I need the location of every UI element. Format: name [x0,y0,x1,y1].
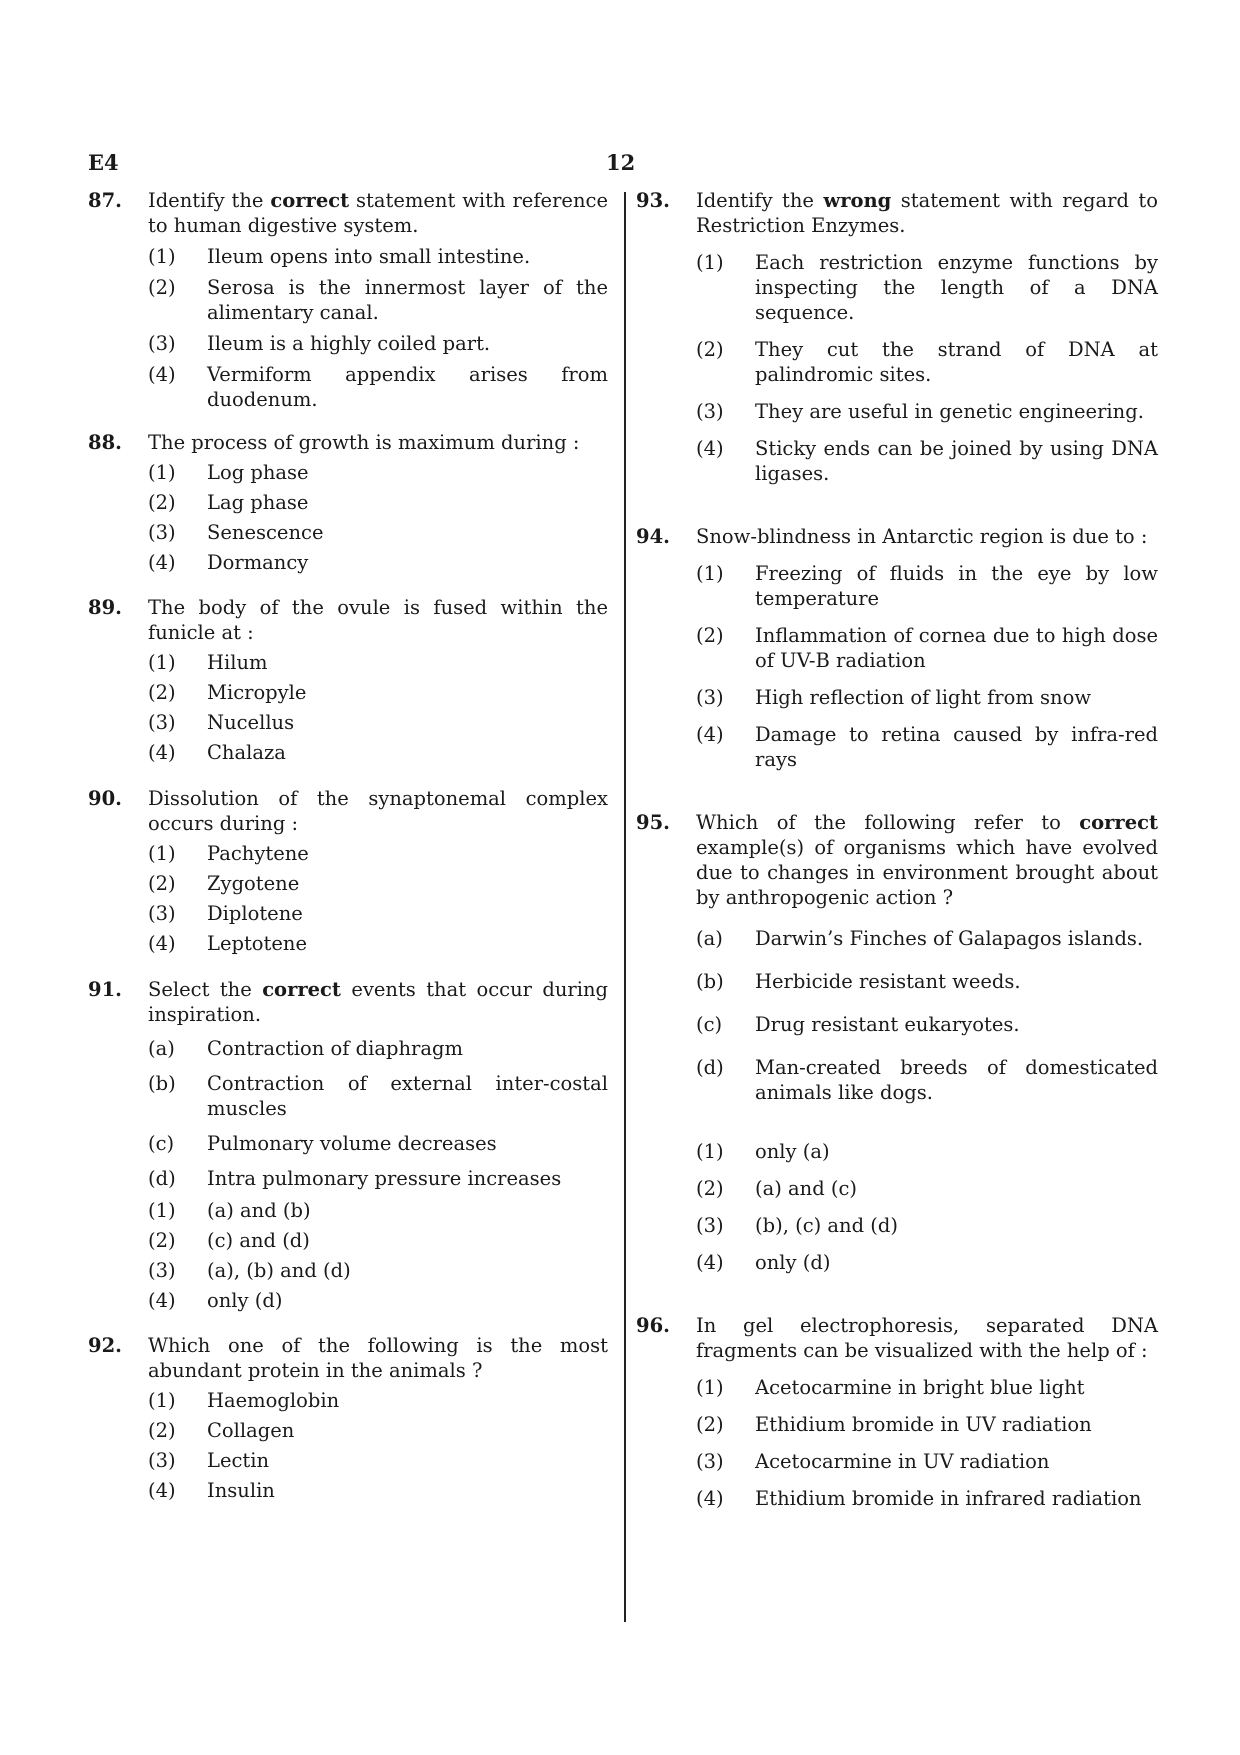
option-text: Lag phase [207,491,309,514]
option-label: (2) [696,624,724,647]
option-text: Collagen [207,1419,295,1442]
option-text: Dormancy [207,551,309,574]
option-label: (2) [148,1229,176,1252]
option-text: Acetocarmine in bright blue light [755,1376,1085,1399]
left-column [88,188,608,1503]
option-text: Ethidium bromide in infrared radiation [755,1487,1142,1510]
option-text: (a) and (b) [207,1199,311,1222]
stem-text: Identify the [696,189,824,212]
stem-text: example(s) of organisms which have evolved due to changes in environment brought about by anthropogenic action ? [696,836,1158,909]
option-row [148,460,608,485]
question-body [148,1333,608,1503]
option-text: only (d) [755,1251,831,1274]
option-text: Chalaza [207,741,286,764]
question-stem [696,188,1158,238]
option-text: Nucellus [207,711,295,734]
option-row [696,1139,1158,1164]
question-90 [88,786,608,956]
option-row [696,722,1158,772]
option-row [696,1449,1158,1474]
option-text: Serosa is the innermost layer of the alimentary canal. [207,276,608,324]
option-label: (3) [696,1214,724,1237]
option-row [696,1213,1158,1238]
question-94 [636,524,1158,772]
statement-text: Pulmonary volume decreases [207,1132,497,1155]
question-88 [88,430,608,575]
option-label: (1) [696,1376,724,1399]
option-row [148,740,608,765]
option-row [696,250,1158,325]
option-row [696,561,1158,611]
statement-row [148,1071,608,1121]
option-row [148,650,608,675]
statement-label: (b) [148,1072,176,1095]
question-number: 89. [88,596,122,619]
option-text: Ileum is a highly coiled part. [207,332,491,355]
option-label: (1) [148,842,176,865]
question-stem [148,595,608,645]
statement-text: Drug resistant eukaryotes. [755,1013,1020,1036]
option-label: (3) [148,1449,176,1472]
option-label: (4) [148,363,176,386]
statement-label: (a) [148,1037,175,1060]
question-body [696,810,1158,1275]
question-number: 90. [88,787,122,810]
option-label: (4) [696,1251,724,1274]
statement-label: (c) [696,1013,723,1036]
option-label: (2) [148,872,176,895]
option-text: only (a) [755,1140,830,1163]
option-label: (2) [696,1413,724,1436]
statement-text: Herbicide resistant weeds. [755,970,1021,993]
option-label: (3) [696,1450,724,1473]
statement-text: Intra pulmonary pressure increases [207,1167,562,1190]
option-text: Diplotene [207,902,303,925]
option-text: Zygotene [207,872,300,895]
option-text: only (d) [207,1289,283,1312]
option-label: (3) [148,902,176,925]
option-text: Acetocarmine in UV radiation [755,1450,1050,1473]
option-label: (1) [696,562,724,585]
option-row [148,1228,608,1253]
question-body [696,188,1158,486]
right-column [636,188,1158,1511]
option-text: They cut the strand of DNA at palindromic sites. [755,338,1158,386]
option-row [148,841,608,866]
option-row [148,362,608,412]
question-stem [696,1313,1158,1363]
question-93 [636,188,1158,486]
option-row [148,1418,608,1443]
question-stem [148,1333,608,1383]
option-row [696,685,1158,710]
statement-row [148,1166,608,1191]
option-label: (1) [696,1140,724,1163]
question-95 [636,810,1158,1275]
question-96 [636,1313,1158,1511]
statement-text: Contraction of diaphragm [207,1037,463,1060]
option-row [148,1198,608,1223]
option-label: (4) [696,723,724,746]
option-row [148,1288,608,1313]
option-row [696,1486,1158,1511]
option-text: Insulin [207,1479,275,1502]
question-92 [88,1333,608,1503]
statement-text: Man-created breeds of domesticated animals like dogs. [755,1056,1158,1104]
option-row [148,1448,608,1473]
option-text: Hilum [207,651,268,674]
question-body [148,786,608,956]
stem-text: The process of growth is maximum during : [148,431,580,454]
question-stem [696,524,1158,549]
option-row [696,623,1158,673]
option-label: (3) [696,686,724,709]
option-label: (3) [148,711,176,734]
option-label: (3) [148,1259,176,1282]
option-text: Sticky ends can be joined by using DNA ligases. [755,437,1158,485]
option-label: (1) [696,251,724,274]
option-row [148,550,608,575]
column-divider [624,192,626,1622]
option-text: (a) and (c) [755,1177,858,1200]
option-text: Log phase [207,461,309,484]
stem-emphasis: correct [262,978,341,1001]
option-label: (2) [696,338,724,361]
option-row [148,931,608,956]
stem-emphasis: correct [270,189,350,212]
option-label: (2) [148,276,176,299]
option-text: High reflection of light from snow [755,686,1092,709]
question-body [696,524,1158,772]
statement-label: (d) [148,1167,176,1190]
question-body [148,430,608,575]
option-label: (3) [148,332,176,355]
option-row [696,1375,1158,1400]
option-label: (3) [696,400,724,423]
option-row [148,331,608,356]
question-87 [88,188,608,412]
question-stem [148,430,608,455]
stem-text: Select the [148,978,263,1001]
option-label: (1) [148,1199,176,1222]
question-stem [696,810,1158,910]
option-row [148,244,608,269]
statement-label: (d) [696,1056,724,1079]
option-label: (4) [148,932,176,955]
question-body [148,188,608,412]
option-row [148,710,608,735]
option-label: (2) [148,1419,176,1442]
option-row [696,1176,1158,1201]
stem-text: In gel electrophoresis, separated DNA fragments can be visualized with the help of : [696,1314,1158,1362]
stem-text: Which of the following refer to [696,811,1080,834]
statement-label: (c) [148,1132,175,1155]
question-number: 88. [88,431,122,454]
statement-row [696,969,1158,994]
option-row [148,520,608,545]
option-label: (1) [148,245,176,268]
question-stem [148,188,608,238]
option-row [148,680,608,705]
option-label: (4) [148,1289,176,1312]
question-number: 96. [636,1314,670,1337]
statement-row [696,1012,1158,1037]
option-label: (2) [148,681,176,704]
option-text: Senescence [207,521,324,544]
question-number: 87. [88,189,122,212]
option-label: (2) [696,1177,724,1200]
option-label: (1) [148,651,176,674]
option-text: Ethidium bromide in UV radiation [755,1413,1092,1436]
option-label: (1) [148,461,176,484]
option-row [148,1388,608,1413]
option-text: They are useful in genetic engineering. [755,400,1144,423]
option-label: (4) [148,741,176,764]
stem-text: statement with regard to Restriction Enzymes. [696,189,1158,237]
paper-code: E4 [88,150,119,175]
stem-text: Snow-blindness in Antarctic region is due to : [696,525,1148,548]
statement-row [696,926,1158,951]
statement-label: (b) [696,970,724,993]
option-text: Lectin [207,1449,270,1472]
statement-row [148,1131,608,1156]
stem-text: events that occur during inspiration. [148,978,608,1026]
option-text: (b), (c) and (d) [755,1214,898,1237]
option-label: (4) [148,1479,176,1502]
stem-emphasis: wrong [823,189,892,212]
option-text: Each restriction enzyme functions by inspecting the length of a DNA sequence. [755,251,1158,324]
option-text: Damage to retina caused by infra-red rays [755,723,1158,771]
option-row [148,1478,608,1503]
option-text: Vermiform appendix arises from duodenum. [207,363,608,411]
option-text: (a), (b) and (d) [207,1259,351,1282]
option-row [148,901,608,926]
question-number: 92. [88,1334,122,1357]
option-text: Pachytene [207,842,309,865]
option-row [148,275,608,325]
option-row [696,337,1158,387]
question-91 [88,977,608,1313]
stem-text: statement with reference to human digestive system. [148,189,608,237]
statement-row [696,1055,1158,1105]
option-label: (4) [148,551,176,574]
stem-emphasis: correct [1079,811,1158,834]
option-text: Leptotene [207,932,308,955]
option-text: (c) and (d) [207,1229,310,1252]
statement-text: Darwin’s Finches of Galapagos islands. [755,927,1144,950]
statement-label: (a) [696,927,723,950]
option-label: (3) [148,521,176,544]
stem-text: The body of the ovule is fused within the funicle at : [148,596,608,644]
question-number: 93. [636,189,670,212]
question-body [148,977,608,1313]
option-row [696,399,1158,424]
option-row [148,871,608,896]
statement-row [148,1036,608,1061]
option-label: (4) [696,437,724,460]
option-text: Inflammation of cornea due to high dose of UV-B radiation [755,624,1158,672]
option-label: (2) [148,491,176,514]
statement-text: Contraction of external inter-costal muscles [207,1072,608,1120]
option-text: Ileum opens into small intestine. [207,245,531,268]
question-number: 91. [88,978,122,1001]
question-number: 95. [636,811,670,834]
option-label: (4) [696,1487,724,1510]
question-body [696,1313,1158,1511]
question-number: 94. [636,525,670,548]
stem-text: Dissolution of the synaptonemal complex occurs during : [148,787,608,835]
question-stem [148,977,608,1027]
page-number: 12 [606,150,636,175]
option-row [696,436,1158,486]
option-text: Haemoglobin [207,1389,340,1412]
option-text: Freezing of fluids in the eye by low temperature [755,562,1158,610]
option-row [148,490,608,515]
question-stem [148,786,608,836]
option-row [696,1412,1158,1437]
option-label: (1) [148,1389,176,1412]
question-89 [88,595,608,765]
option-text: Micropyle [207,681,307,704]
option-row [696,1250,1158,1275]
stem-text: Which one of the following is the most abundant protein in the animals ? [148,1334,608,1382]
question-body [148,595,608,765]
stem-text: Identify the [148,189,271,212]
option-row [148,1258,608,1283]
